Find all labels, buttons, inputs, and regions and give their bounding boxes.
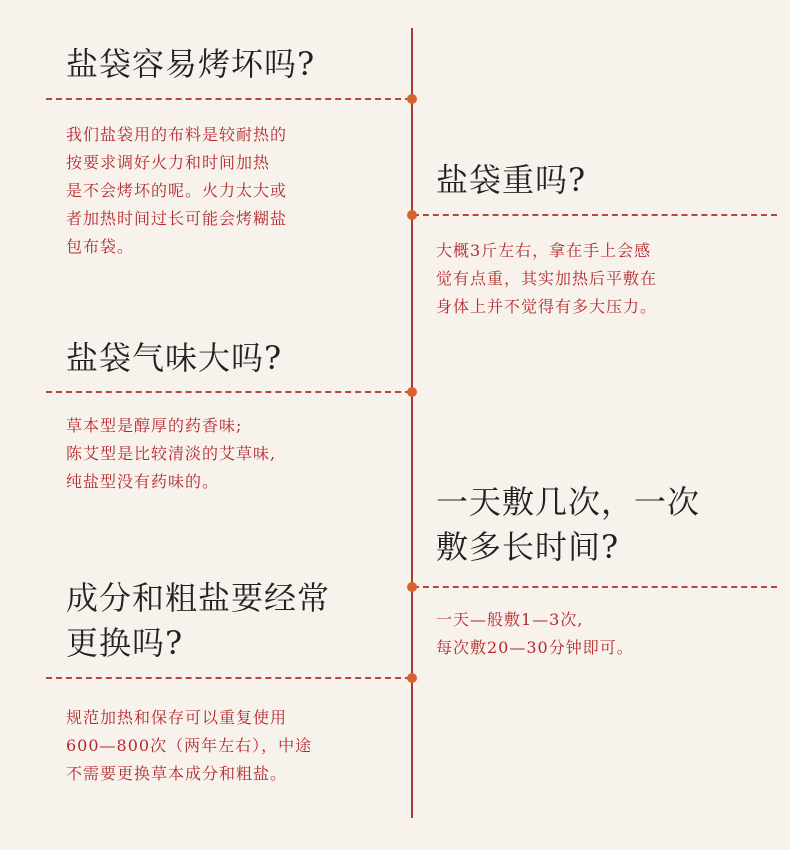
- divider-5: [46, 677, 411, 679]
- divider-4: [413, 586, 777, 588]
- faq-question-4: 一天敷几次，一次 敷多长时间?: [436, 483, 701, 566]
- divider-1: [46, 98, 411, 100]
- divider-3: [46, 391, 411, 393]
- faq-question-1: 盐袋容易烤坏吗?: [66, 45, 316, 83]
- faq-answer-2: 大概3斤左右，拿在手上会感 觉有点重，其实加热后平敷在 身体上并不觉得有多大压力。: [436, 241, 658, 316]
- faq-answer-5: 规范加热和保存可以重复使用 600—800次（两年左右），中途 不需要更换草本成分和粗盐。: [66, 708, 313, 783]
- timeline-dot-3: [407, 387, 417, 397]
- faq-answer-3: 草本型是醇厚的药香味; 陈艾型是比较清淡的艾草味, 纯盐型没有药味的。: [66, 416, 277, 491]
- timeline-dot-4: [407, 582, 417, 592]
- faq-answer-1: 我们盐袋用的布料是较耐热的 按要求调好火力和时间加热 是不会烤坏的呢。火力太大或 者加热时间过长可能会烤糊盐 包布袋。: [66, 125, 288, 256]
- timeline-spine: [411, 28, 413, 818]
- divider-2: [413, 214, 777, 216]
- faq-question-3: 盐袋气味大吗?: [66, 339, 283, 377]
- timeline-dot-1: [407, 94, 417, 104]
- faq-answer-4: 一天—般敷1—3次, 每次敷20—30分钟即可。: [436, 610, 634, 657]
- timeline-dot-2: [407, 210, 417, 220]
- faq-question-5: 成分和粗盐要经常 更换吗?: [66, 579, 331, 662]
- faq-question-2: 盐袋重吗?: [436, 161, 587, 199]
- timeline-dot-5: [407, 673, 417, 683]
